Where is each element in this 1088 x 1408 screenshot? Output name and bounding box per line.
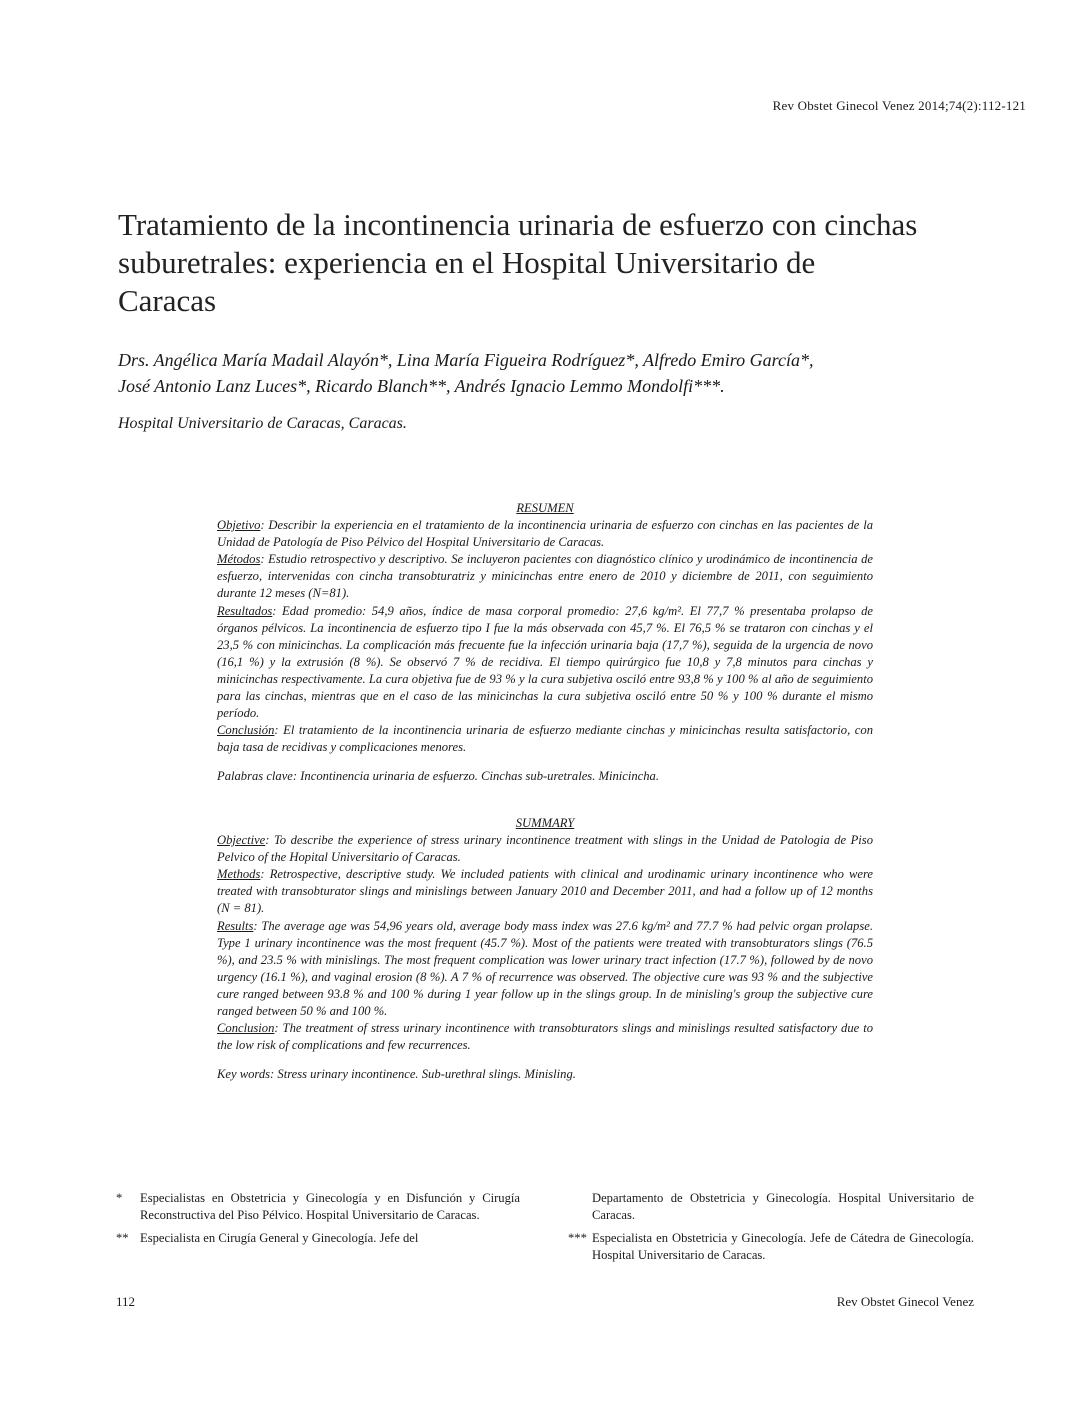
objetivo-text: : Describir la experiencia en el tratamiento de la incontinencia urinaria de esfuerzo con cinchas en las pacientes de la Unidad de Patología de Piso Pélvico del Hospital Universitario de Caracas. <box>217 518 873 550</box>
summary-methods <box>217 866 873 917</box>
resumen-resultados <box>217 603 873 723</box>
footnote-1 <box>116 1190 520 1224</box>
journal-footer: Rev Obstet Ginecol Venez <box>836 1294 974 1309</box>
objective-label: Objective <box>217 833 266 848</box>
journal-citation: Rev Obstet Ginecol Venez 2014;74(2):112-121 <box>772 98 1026 113</box>
methods-text: : Retrospective, descriptive study. We included patients with clinical and urodinamic urinary incontinence who were treated with transobturator slings and minislings between January 2010 and December 2011, and had a follow up of 12 months (N = 81). <box>217 867 873 916</box>
footnote-2-text: Especialista en Cirugía General y Ginecología. Jefe del <box>140 1231 419 1245</box>
footnote-3-text: Especialista en Obstetricia y Ginecología. Jefe de Cátedra de Ginecología. Hospital Universitario de Caracas. <box>592 1231 974 1262</box>
conclusion-text: : El tratamiento de la incontinencia urinaria de esfuerzo mediante cinchas y minicinchas resulta satisfactorio, con baja tasa de recidivas y complicaciones menores. <box>217 723 873 755</box>
conclusion-text-en: : The treatment of stress urinary incontinence with transobturators slings and minislings resulted satisfactory due to the low risk of complications and few recurrences. <box>217 1021 873 1053</box>
objetivo-label: Objetivo <box>217 518 261 533</box>
palabras-clave: Palabras clave: Incontinencia urinaria de esfuerzo. Cinchas sub-uretrales. Minicincha. <box>217 769 659 784</box>
metodos-text: : Estudio retrospectivo y descriptivo. Se incluyeron pacientes con diagnóstico clínico y urodinámico de incontinencia de esfuerzo, intervenidas con cincha transobturatriz y minicinchas entre enero de 2010 y diciembre de 2011, con seguimiento durante 12 meses (N=81). <box>217 552 873 601</box>
summary-section <box>217 815 873 1083</box>
conclusion-label-en: Conclusion <box>217 1021 275 1036</box>
key-words: Key words: Stress urinary incontinence. Sub-urethral slings. Minisling. <box>217 1067 576 1082</box>
resultados-text: : Edad promedio: 54,9 años, índice de masa corporal promedio: 27,6 kg/m². El 77,7 % presentaba prolapso de órganos pélvicos. La incontinencia de esfuerzo tipo I fue la más observada con 45,7 %. El 76,5 % se trataron con cinchas y el 23,5 % con minicinchas. La complicación más frecuente fue la infección urinaria baja (17,7 %), seguida de la urgencia de novo (16,1 %) y la extrusión (8 %). Se observó 7 % de recidiva. El tiempo quirúrgico fue 10,8 y 7,8 minutos para cinchas y minicinchas respectivamente. La cura objetiva fue de 93 % y la cura subjetiva osciló entre 93,8 % y 100 % al año de seguimiento para las cinchas, mientras que en el caso de las minicinchas la cura subjetiva osciló entre 50 % y 100 % durante el mismo período. <box>217 603 873 721</box>
footnote-2-mark: ** <box>116 1231 129 1245</box>
conclusion-label: Conclusión <box>217 723 275 738</box>
footnote-1-mark: * <box>116 1191 123 1205</box>
methods-label: Methods <box>217 867 261 882</box>
article-title: Tratamiento de la incontinencia urinaria de esfuerzo con cinchas suburetrales: experiencia en el Hospital Universitario de Caracas <box>118 207 918 318</box>
authors-line-2: José Antonio Lanz Luces*, Ricardo Blanch**, Andrés Ignacio Lemmo Mondolfi***. <box>118 376 725 396</box>
resumen-section <box>217 500 873 786</box>
footnote-3 <box>568 1230 974 1264</box>
resumen-heading: RESUMEN <box>516 501 574 515</box>
footnote-2 <box>116 1230 520 1247</box>
footnote-2-continued-text: Departamento de Obstetricia y Ginecología. Hospital Universitario de Caracas. <box>592 1191 974 1222</box>
resumen-objetivo <box>217 517 873 551</box>
resumen-metodos <box>217 551 873 602</box>
footnotes-left-column <box>116 1190 520 1253</box>
results-text: : The average age was 54,96 years old, average body mass index was 27.6 kg/m² and 77.7 % had pelvic organ prolapse. Type 1 urinary incontinence was the most frequent (45.7 %). Most of the patients were treated with transobturators slings (76.5 %), and 23.5 % with minislings. The most frequent complication was lower urinary tract infection (17.7 %), followed by de novo urgency (16.1 %), and vaginal erosion (8 %). A 7 % of recurrence was observed. The objective cure was 93 % and the subjective cure ranged between 93.8 % and 100 % during 1 year follow up in the slings group. In de minisling's group the subjective cure ranged between 50 % and 100 %. <box>217 918 873 1019</box>
results-label: Results <box>217 918 254 933</box>
summary-objective <box>217 832 873 866</box>
footnote-2-continued <box>568 1190 974 1224</box>
resultados-label: Resultados <box>217 603 273 618</box>
objective-text: : To describe the experience of stress urinary incontinence treatment with slings in the Unidad de Patologia de Piso Pelvico of the Hopital Universitario of Caracas. <box>217 833 873 865</box>
summary-conclusion <box>217 1020 873 1054</box>
author-list <box>118 347 998 399</box>
metodos-label: Métodos <box>217 552 261 567</box>
footnotes-right-column <box>568 1190 974 1270</box>
summary-heading: SUMMARY <box>515 816 575 830</box>
summary-results <box>217 918 873 1021</box>
authors-line-1: Drs. Angélica María Madail Alayón*, Lina María Figueira Rodríguez*, Alfredo Emiro García*, <box>118 350 814 370</box>
page-number: 112 <box>116 1294 136 1309</box>
affiliation: Hospital Universitario de Caracas, Caracas. <box>118 415 407 432</box>
footnote-3-mark: *** <box>568 1231 587 1245</box>
resumen-conclusion <box>217 722 873 756</box>
footnote-1-text: Especialistas en Obstetricia y Ginecología y en Disfunción y Cirugía Reconstructiva del Piso Pélvico. Hospital Universitario de Caracas. <box>140 1191 520 1222</box>
